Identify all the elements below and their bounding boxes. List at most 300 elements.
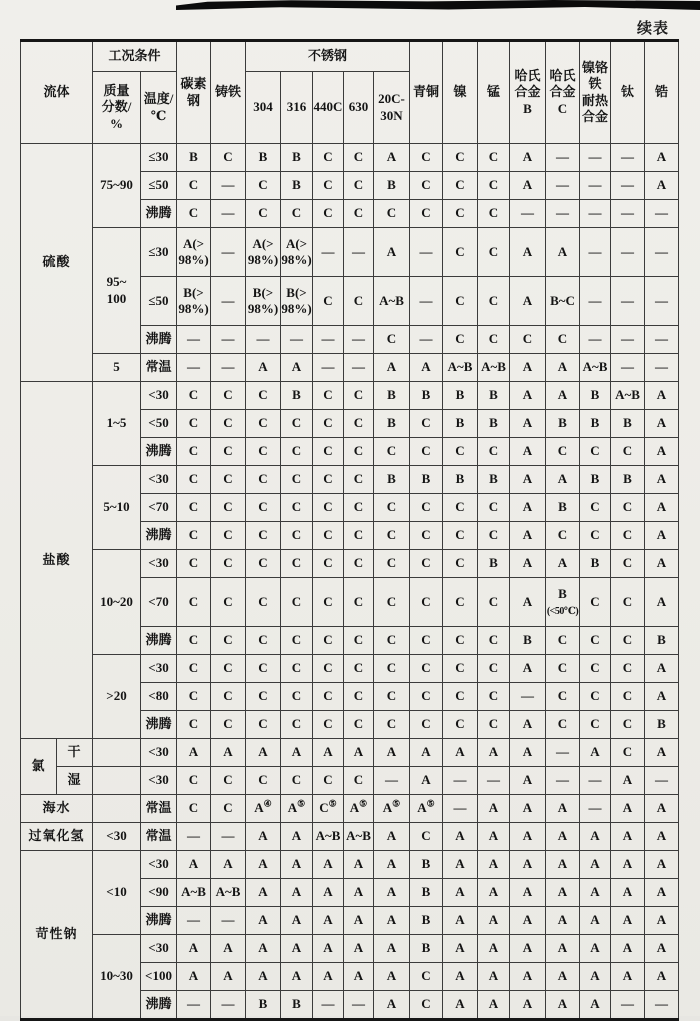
rating-cell: A [546,354,580,382]
rating-cell: C [313,410,344,438]
rating-cell: B [580,550,611,578]
rating-cell: B [546,410,580,438]
rating-cell: C [344,494,374,522]
rating-cell: C [211,144,246,172]
rating-cell: B [374,382,410,410]
rating-cell: A [546,382,580,410]
rating-cell: A [546,963,580,991]
rating-cell: C [443,228,478,277]
rating-cell: C [281,578,313,627]
rating-cell: C [246,655,281,683]
rating-cell: C [374,326,410,354]
rating-cell: B [645,627,679,655]
rating-cell: A [580,823,611,851]
rating-cell: C [246,200,281,228]
rating-cell: A [645,522,679,550]
rating-cell: — [478,767,510,795]
rating-cell: C [281,410,313,438]
rating-cell: C [313,466,344,494]
rating-cell: — [410,277,443,326]
rating-cell: B~C [546,277,580,326]
rating-cell: A [510,228,546,277]
rating-cell: — [374,767,410,795]
rating-cell: — [313,326,344,354]
header-material: 哈氏 合金 B [510,41,546,144]
rating-cell: C [177,627,211,655]
rating-cell: — [580,200,611,228]
rating-cell: C [281,522,313,550]
table-header [21,41,679,144]
rating-cell: — [546,739,580,767]
header-stainless: 不锈钢 [246,41,410,72]
rating-cell: A [580,935,611,963]
rating-cell: — [645,767,679,795]
rating-cell: A [580,991,611,1020]
rating-cell: — [177,907,211,935]
rating-cell: C [410,494,443,522]
rating-cell: A [546,228,580,277]
rating-cell: — [177,823,211,851]
rating-cell: A [611,935,645,963]
header-material: 钛 [611,41,645,144]
rating-cell: C [246,410,281,438]
rating-cell: C [478,494,510,522]
rating-cell: C [611,739,645,767]
header-stainless-type: 440C [313,72,344,144]
rating-cell: A [313,739,344,767]
temperature-cell: ≤30 [141,144,177,172]
rating-cell: C [374,655,410,683]
rating-cell: A [281,935,313,963]
rating-cell: A [611,907,645,935]
rating-cell: A [510,767,546,795]
rating-cell: A [211,963,246,991]
rating-cell: C [177,466,211,494]
rating-cell: A [510,907,546,935]
rating-cell: A [246,823,281,851]
temperature-cell: <30 [141,851,177,879]
rating-cell: C [611,627,645,655]
rating-cell: C [246,522,281,550]
temperature-cell: <30 [141,655,177,683]
rating-cell: C [374,578,410,627]
rating-cell: C [344,578,374,627]
rating-cell: C [510,326,546,354]
rating-cell: C [580,522,611,550]
rating-cell: — [580,144,611,172]
rating-cell: — [313,991,344,1020]
header-material: 镍 [443,41,478,144]
header-material: 哈氏 合金 C [546,41,580,144]
header-material: 镍铬 铁 耐热 合金 [580,41,611,144]
rating-cell: C [313,382,344,410]
rating-cell: A [645,823,679,851]
rating-cell: C [410,172,443,200]
rating-cell: — [211,200,246,228]
rating-cell: C [177,711,211,739]
rating-cell: — [645,277,679,326]
rating-cell: A [510,578,546,627]
rating-cell: — [580,228,611,277]
rating-cell: C [478,200,510,228]
rating-cell: C [611,683,645,711]
header-material: 锰 [478,41,510,144]
rating-cell: — [510,683,546,711]
rating-cell: — [211,326,246,354]
rating-cell: C [410,627,443,655]
rating-cell: — [211,991,246,1020]
table-body [21,144,679,1020]
temperature-cell: <70 [141,578,177,627]
rating-cell: A [374,354,410,382]
scan-edge-artifact [176,0,700,10]
table-row [21,354,679,382]
rating-cell: A [246,739,281,767]
rating-cell: C [611,522,645,550]
rating-cell: B [580,466,611,494]
rating-cell: C [246,550,281,578]
rating-cell: — [410,228,443,277]
rating-cell: C [211,627,246,655]
rating-cell: A [645,438,679,466]
rating-cell: A [374,935,410,963]
rating-cell: A [611,823,645,851]
rating-cell: A [645,550,679,578]
rating-cell: C [546,683,580,711]
rating-cell: C [246,172,281,200]
rating-cell: C [177,438,211,466]
rating-cell: A(> 98%) [177,228,211,277]
header-carbon-steel: 碳素 钢 [177,41,211,144]
rating-cell: — [313,354,344,382]
rating-cell: C [177,550,211,578]
rating-cell: C [374,438,410,466]
rating-cell: C [313,438,344,466]
rating-cell: — [645,200,679,228]
rating-cell: — [443,767,478,795]
rating-cell: C [211,382,246,410]
rating-cell: — [611,200,645,228]
concentration-cell: 10~20 [93,550,141,655]
rating-cell: A [211,851,246,879]
rating-cell: A [344,907,374,935]
concentration-cell: 5~10 [93,466,141,550]
table-row [21,767,679,795]
fluid-cell: 苛性钠 [21,851,93,1020]
rating-cell: C [313,627,344,655]
temperature-cell: <90 [141,879,177,907]
rating-cell: A [546,879,580,907]
rating-cell: — [645,354,679,382]
rating-cell: B [374,172,410,200]
rating-cell: C [177,200,211,228]
rating-cell: C [410,683,443,711]
header-material: 锆 [645,41,679,144]
rating-cell: B [410,935,443,963]
rating-cell: A(> 98%) [246,228,281,277]
rating-cell: C [443,326,478,354]
rating-cell: C [211,410,246,438]
rating-cell: A [510,879,546,907]
rating-cell: C [281,466,313,494]
rating-cell: C [211,767,246,795]
rating-cell: A [443,879,478,907]
rating-cell: C [611,711,645,739]
rating-cell: C [246,382,281,410]
rating-cell: — [611,228,645,277]
rating-cell: C [546,655,580,683]
rating-cell: A [246,879,281,907]
rating-cell: A [177,739,211,767]
temperature-cell: <30 [141,466,177,494]
rating-cell: B [478,382,510,410]
rating-cell: C [546,326,580,354]
rating-cell: C [443,522,478,550]
rating-cell: C [313,711,344,739]
rating-cell: — [580,767,611,795]
rating-cell: B [281,172,313,200]
temperature-cell: <100 [141,963,177,991]
rating-cell: — [510,200,546,228]
rating-cell: A [611,767,645,795]
rating-cell: C [211,711,246,739]
rating-cell: C [313,277,344,326]
rating-cell: C [177,683,211,711]
rating-cell: C [281,711,313,739]
rating-cell: A [443,935,478,963]
rating-cell: C [410,550,443,578]
rating-cell: A [510,739,546,767]
table-row [21,795,679,823]
rating-cell: C [313,550,344,578]
rating-cell: C [611,655,645,683]
rating-cell: A [611,879,645,907]
rating-cell: C [344,438,374,466]
rating-cell: A [580,907,611,935]
rating-cell: C [281,655,313,683]
rating-cell: C [177,578,211,627]
fluid-subtype-cell: 湿 [57,767,93,795]
header-conditions: 工况条件 [93,41,177,72]
rating-cell: — [344,326,374,354]
rating-cell: — [546,200,580,228]
temperature-cell: 沸腾 [141,438,177,466]
rating-cell: C [580,627,611,655]
rating-cell: — [344,991,374,1020]
rating-cell: A [580,739,611,767]
rating-cell: A [246,851,281,879]
rating-cell: C [478,711,510,739]
table-row [21,550,679,578]
rating-cell: B [611,410,645,438]
rating-cell: C [546,711,580,739]
rating-cell: A [510,466,546,494]
rating-cell: C [211,795,246,823]
table-row [21,144,679,172]
rating-cell: B(> 98%) [177,277,211,326]
rating-cell: C [344,655,374,683]
rating-cell: C [443,550,478,578]
rating-cell: C [313,767,344,795]
rating-cell: C [177,795,211,823]
rating-cell: — [443,795,478,823]
rating-cell: C [313,683,344,711]
rating-cell: A [478,795,510,823]
rating-cell: A [177,851,211,879]
rating-cell: C [281,550,313,578]
rating-cell: A~B [611,382,645,410]
rating-cell: C [478,438,510,466]
rating-cell: A [510,550,546,578]
rating-cell: C [281,200,313,228]
rating-cell: C [410,963,443,991]
rating-cell: A [645,494,679,522]
rating-cell: A [374,739,410,767]
rating-cell: C [246,767,281,795]
temperature-cell: <30 [141,382,177,410]
rating-cell: C [478,627,510,655]
rating-cell: A [645,907,679,935]
rating-cell: B [580,410,611,438]
rating-cell: C [344,767,374,795]
temperature-cell: 沸腾 [141,200,177,228]
rating-cell: C [478,683,510,711]
rating-cell: C [177,382,211,410]
rating-cell: B(> 98%) [281,277,313,326]
rating-cell: B [478,466,510,494]
rating-cell: B [374,410,410,438]
rating-cell: C [611,550,645,578]
rating-cell: — [313,228,344,277]
rating-cell: A [246,354,281,382]
rating-cell: C [580,494,611,522]
table-row [21,466,679,494]
rating-cell: — [611,144,645,172]
header-cast-iron: 铸铁 [211,41,246,144]
rating-cell: C [211,550,246,578]
rating-cell: C [211,578,246,627]
rating-cell: A [374,144,410,172]
rating-cell: C [443,655,478,683]
rating-cell: A④ [246,795,281,823]
rating-cell: A [645,963,679,991]
rating-cell: B [611,466,645,494]
concentration-cell: 10~30 [93,935,141,1020]
rating-cell: A [510,494,546,522]
rating-cell: A [510,382,546,410]
temperature-cell: 沸腾 [141,326,177,354]
rating-cell: C [443,627,478,655]
rating-cell: A~B [580,354,611,382]
temperature-cell: ≤50 [141,172,177,200]
rating-cell: A [344,963,374,991]
rating-cell: A [443,739,478,767]
rating-cell: A [546,795,580,823]
rating-cell: A [510,823,546,851]
rating-cell: C [344,144,374,172]
temperature-cell: 沸腾 [141,627,177,655]
header-material: 青铜 [410,41,443,144]
fluid-cell: 过氧化氢 [21,823,93,851]
rating-cell: C [313,494,344,522]
rating-cell: C [546,438,580,466]
rating-cell: A [281,907,313,935]
rating-cell: B [510,627,546,655]
rating-cell: C [478,326,510,354]
rating-cell: C [443,438,478,466]
rating-cell: A [313,907,344,935]
rating-cell: C [313,200,344,228]
rating-cell: A [344,935,374,963]
rating-cell: C [313,578,344,627]
concentration-cell [93,739,141,767]
rating-cell: A [510,438,546,466]
rating-cell: C [478,578,510,627]
rating-cell: C [344,466,374,494]
rating-cell: C [313,522,344,550]
rating-cell: C [580,711,611,739]
rating-cell: B [645,711,679,739]
rating-cell: A [281,963,313,991]
rating-cell: B (<50℃) [546,578,580,627]
rating-cell: A [344,851,374,879]
temperature-cell: 常温 [141,354,177,382]
rating-cell: A [410,767,443,795]
rating-cell: A [313,851,344,879]
rating-cell: — [211,907,246,935]
fluid-cell: 硫酸 [21,144,93,382]
rating-cell: A [510,795,546,823]
rating-cell: C [177,172,211,200]
header-stainless-type: 20C- 30N [374,72,410,144]
temperature-cell: 沸腾 [141,711,177,739]
rating-cell: — [645,228,679,277]
temperature-cell: 沸腾 [141,522,177,550]
fluid-subtype-cell: 干 [57,739,93,767]
rating-cell: C [611,578,645,627]
rating-cell: C [443,494,478,522]
header-fluid: 流体 [21,41,93,144]
rating-cell: A [211,935,246,963]
temperature-cell: 沸腾 [141,907,177,935]
rating-cell: A(> 98%) [281,228,313,277]
rating-cell: A [410,354,443,382]
rating-cell: A~B [344,823,374,851]
rating-cell: C [374,522,410,550]
rating-cell: A [645,655,679,683]
rating-cell: A~B [374,277,410,326]
table-row [21,823,679,851]
rating-cell: — [211,823,246,851]
rating-cell: C [443,200,478,228]
rating-cell: A [645,879,679,907]
rating-cell: — [211,172,246,200]
rating-cell: C [611,438,645,466]
rating-cell: A [510,851,546,879]
rating-cell: C [580,578,611,627]
rating-cell: C [281,438,313,466]
concentration-cell [93,795,141,823]
rating-cell: C [443,711,478,739]
rating-cell: A [611,851,645,879]
rating-cell: A [281,823,313,851]
rating-cell: C [246,683,281,711]
rating-cell: A [374,228,410,277]
rating-cell: A [645,382,679,410]
rating-cell: C [344,711,374,739]
rating-cell: A [313,879,344,907]
rating-cell: — [611,326,645,354]
